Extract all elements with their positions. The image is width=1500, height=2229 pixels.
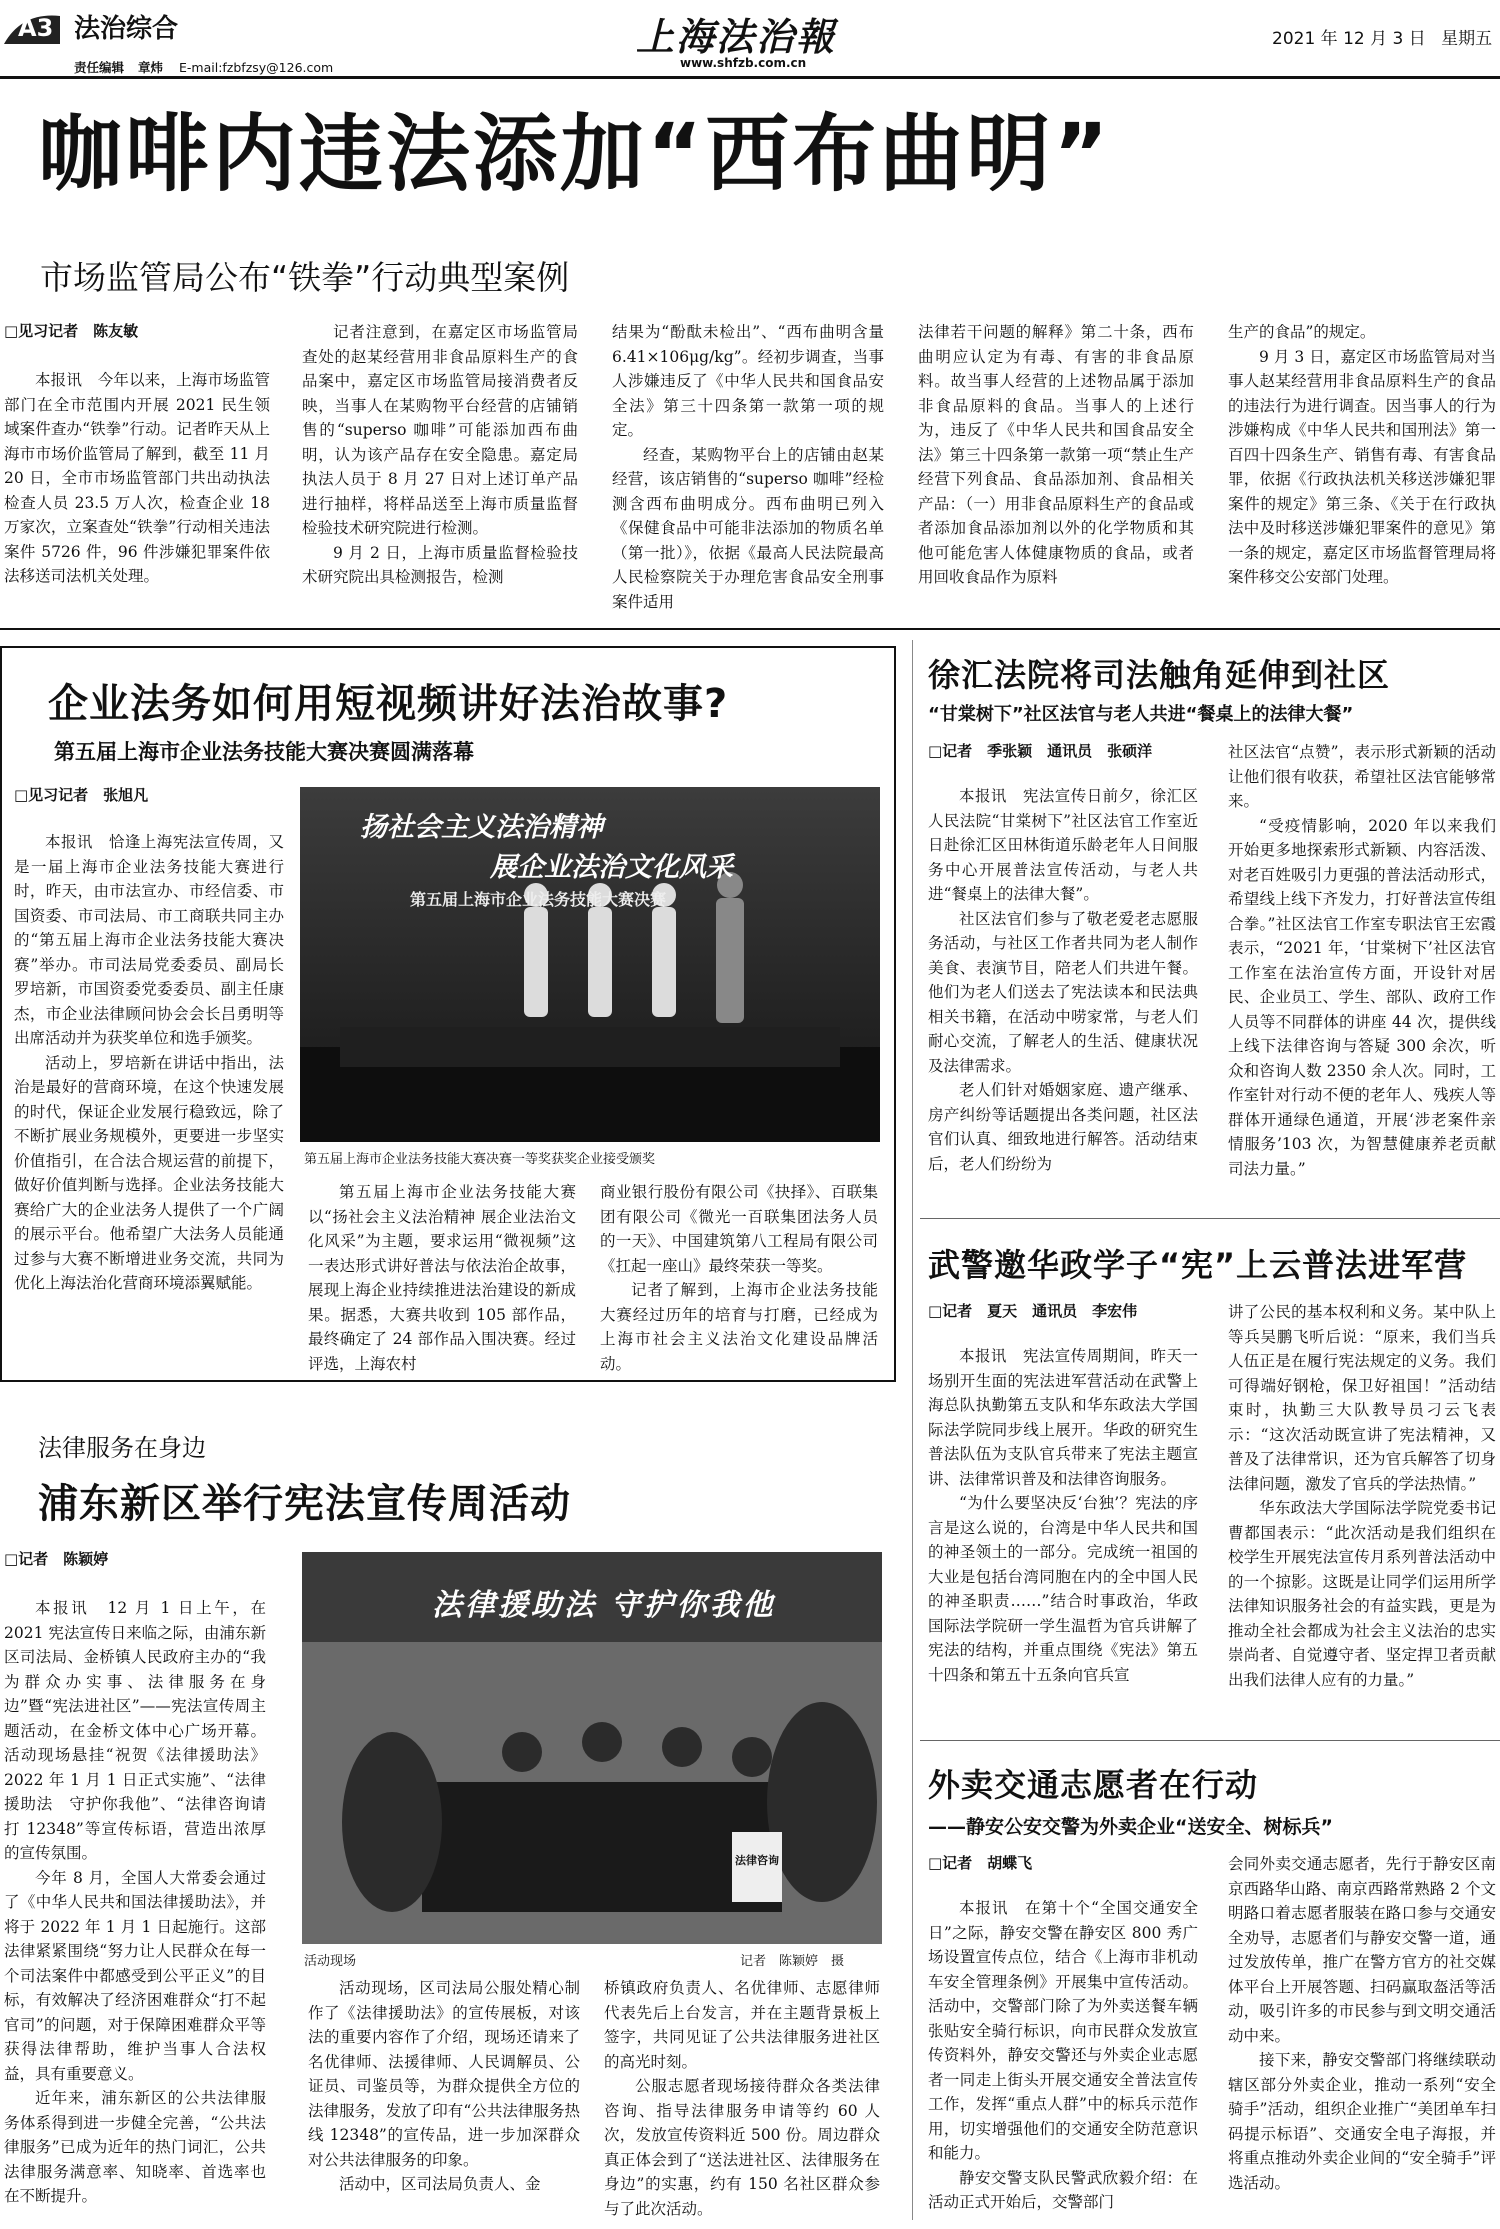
story2-byline: □见习记者 张旭凡 <box>14 786 149 804</box>
story1-byline: □见习记者 陈友敏 <box>4 322 139 340</box>
story2-col3 <box>600 1180 878 1376</box>
story4-subhead: “甘棠树下”社区法官与老人共进“餐桌上的法律大餐” <box>928 704 1354 725</box>
story1-bottom-rule <box>0 628 1500 630</box>
story4-col2 <box>1228 740 1496 1181</box>
story1-headline: 咖啡内违法添加“西布曲明” <box>38 105 1112 203</box>
story3-headline: 浦东新区举行宪法宣传周活动 <box>38 1481 571 1527</box>
story4-headline: 徐汇法院将司法触角延伸到社区 <box>928 656 1391 694</box>
story5-col2-para1: 讲了公民的基本权利和义务。某中队上等兵吴鹏飞听后说：“原来，我们当兵人伍正是在履行宪法规定的义务。我们可得端好钢枪，保卫好祖国！”活动结束时，执勤三大队教导员刁云飞表示：“这次活动既宣讲了宪法精神，又普及了法律常识，还为官兵解答了切身法律问题，激发了官兵的学法热情。” <box>1228 1303 1496 1493</box>
story4-col2-para1: 社区法官“点赞”，表示形式新颖的活动让他们很有收获，希望社区法官能够常来。 <box>1228 743 1496 810</box>
masthead: 上海法治報 <box>636 14 837 59</box>
story3-caption-right: 记者 陈颖婷 摄 <box>740 1954 845 1969</box>
editor-name: 章炜 <box>138 60 164 75</box>
story2-col3-para2: 记者了解到，上海市企业法务技能大赛经过历年的培育与打磨，已经成为上海市社会主义法治文化建设品牌活动。 <box>600 1281 878 1373</box>
story6-byline: □记者 胡蝶飞 <box>928 1854 1033 1872</box>
story4-col1 <box>928 784 1198 1176</box>
story2-photo <box>300 787 880 1142</box>
story6-subhead: ——静安公安交警为外卖企业“送安全、树标兵” <box>928 1816 1333 1838</box>
story3-col2 <box>308 1976 580 2197</box>
story3-caption-left: 活动现场 <box>304 1954 357 1969</box>
story5-col1-para2: “为什么要坚决反‘台独’？宪法的序言是这么说的，台湾是中华人民共和国的神圣领土的一部分。完成统一祖国的大业是包括台湾同胞在内的全中国人民的神圣职责……”结合时事政治，华政国际法学院研一学生温哲为官兵讲解了宪法的结构，并重点围绕《宪法》第五十四条和第五十五条向官兵宣 <box>928 1494 1198 1684</box>
story3-col2-para2: 活动中，区司法局负责人、金 <box>339 2175 541 2193</box>
story2-col1 <box>14 830 284 1296</box>
story2-subhead: 第五届上海市企业法务技能大赛决赛圆满落幕 <box>54 740 474 764</box>
story1-col5 <box>1228 320 1496 590</box>
story3-col1 <box>4 1596 266 2209</box>
story1-col3-para2: 经查，某购物平台上的店铺由赵某经营，该店销售的“superso 咖啡”经检测含西布曲明成分。西布曲明已列入《保健食品中可能非法添加的物质名单（第一批）》，依据《最高人民法院最高人民检察院关于办理危害食品安全刑事案件适用 <box>612 445 884 611</box>
story3-col3-para1: 桥镇政府负责人、名优律师、志愿律师代表先后上台发言，并在主题背景板上签字，共同见证了公共法律服务进社区的高光时刻。 <box>604 1979 880 2071</box>
story5-byline: □记者 夏天 通讯员 李宏伟 <box>928 1302 1138 1320</box>
story2-col1-para1: 本报讯 恰逢上海宪法宣传周，又是一届上海市企业法务技能大赛进行时，昨天，由市法宣办、市经信委、市国资委、市司法局、市工商联共同主办的“第五届上海市企业法务技能大赛决赛”举办。市司法局党委委员、副局长罗培新，市国资委党委委员、副主任康杰，市企业法律顾问协会会长吕勇明等出席活动并为获奖单位和选手颁奖。 <box>14 833 284 1047</box>
header-rule <box>0 76 1500 79</box>
section-title: 法治综合 <box>74 14 179 44</box>
story6-col1-para1: 本报讯 在第十个“全国交通安全日”之际，静安交警在静安区 800 秀广场设置宣传点位，结合《上海市非机动车安全管理条例》开展集中宣传活动。活动中，交警部门除了为外卖送餐车辆张贴安全骑行标识，向市民群众发放宣传资料外，静安交警还与外卖企业志愿者一同走上街头开展交通安全普法宣传工作，发挥“重点人群”中的标兵示范作用，切实增强他们的交通安全防范意识和能力。 <box>928 1899 1198 2162</box>
desk-sign: 法律咨询 <box>735 1854 779 1867</box>
photo-banner-line3: 第五届上海市企业法务技能大赛决赛 <box>410 890 667 909</box>
photo-banner-line2: 展企业法治文化风采 <box>490 852 733 883</box>
story5-headline: 武警邀华政学子“宪”上云普法进军营 <box>928 1246 1468 1284</box>
story6-col2-para2: 接下来，静安交警部门将继续联动辖区部分外卖企业，推动一系列“安全骑手”活动，组织企业推广“美团单车扫码提示标语”、交通安全电子海报，并将重点推动外卖企业间的“安全骑手”评选活动。 <box>1228 2051 1496 2192</box>
story1-subhead: 市场监管局公布“铁拳”行动典型案例 <box>40 258 570 297</box>
story4-col2-para2: “受疫情影响，2020 年以来我们开始更多地探索形式新颖、内容活泼、对老百姓吸引力更强的普法活动形式，希望线上线下齐发力，打好普法宣传组合拳。”社区法官工作室专职法官王宏霞表示，“2021 年，‘甘棠树下’社区法官工作室在法治宣传方面，开设针对居民、企业员工、学生、部队、政府工作人员等不同群体的讲座 44 次，提供线上线下法律咨询与答疑 300 余次，听众和咨询人数 2350 余人次。同时，工作室针对行动不便的老年人、残疾人等群体开通绿色通道，开展‘涉老案件亲情服务’103 次，为智慧健康养老贡献司法力量。” <box>1228 816 1496 1178</box>
story2-col3-para1: 商业银行股份有限公司《抉择》、百联集团有限公司《微光一百联集团法务人员的一天》、中国建筑第八工程局有限公司《扛起一座山》最终荣获一等奖。 <box>600 1183 878 1275</box>
page-number: A3 <box>18 14 54 42</box>
story4-byline: □记者 季张颖 通讯员 张硕洋 <box>928 742 1153 760</box>
story1-col3 <box>612 320 884 614</box>
weekday: 星期五 <box>1441 29 1493 49</box>
story3-col2-para1: 活动现场，区司法局公服处精心制作了《法律援助法》的宣传展板，对该法的重要内容作了介绍，现场还请来了名优律师、法援律师、人民调解员、公证员、司鉴员等，为群众提供全方位的法律服务，发放了印有“公共法律服务热线 12348”的宣传品，进一步加深群众对公共法律服务的印象。 <box>308 1979 580 2169</box>
story5-bottom-rule <box>920 1740 1500 1741</box>
story3-col1-para2: 今年 8 月，全国人大常委会通过了《中华人民共和国法律援助法》，并将于 2022 年 1 月 1 日起施行。这部法律紧紧围绕“努力让人民群众在每一个司法案件中都感受到公平正义”的目标，有效解决了经济困难群众“打不起官司”的问题，对于保障困难群众平等获得法律帮助，维护当事人合法权益，具有重要意义。 <box>4 1868 266 2083</box>
story4-col1-para1: 本报讯 宪法宣传日前夕，徐汇区人民法院“甘棠树下”社区法官工作室近日赴徐汇区田林街道乐龄老年人日间服务中心开展普法宣传活动，与老人共进“餐桌上的法律大餐”。 <box>928 787 1198 903</box>
story5-col1-para1: 本报讯 宪法宣传周期间，昨天一场别开生面的宪法进军营活动在武警上海总队执勤第五支队和华东政法大学国际法学院同步线上展开。华政的研究生普法队伍为支队官兵带来了宪法主题宣讲、法律常识普及和法律咨询服务。 <box>928 1347 1198 1488</box>
story3-photo <box>302 1552 882 1944</box>
story5-col2 <box>1228 1300 1496 1692</box>
story4-col1-para3: 老人们针对婚姻家庭、遗产继承、房产纠纷等话题提出各类问题，社区法官们认真、细致地进行解答。活动结束后，老人们纷纷为 <box>928 1081 1198 1173</box>
story3-byline: □记者 陈颖婷 <box>4 1550 109 1568</box>
page-badge <box>2 10 62 46</box>
story2-caption: 第五届上海市企业法务技能大赛决赛一等奖获奖企业接受颁奖 <box>304 1152 656 1167</box>
story3-col3-para2: 公服志愿者现场接待群众各类法律咨询、指导法律服务申请等约 60 人次，发放宣传资料近 500 份。周边群众真正体会到了“送法进社区、法律服务在身边”的实惠，约有 150 名社区群众参与了此次活动。 <box>604 2077 880 2218</box>
website: www.shfzb.com.cn <box>680 56 807 70</box>
story3-kicker: 法律服务在身边 <box>38 1434 206 1462</box>
photo-banner: 法律援助法 守护你我他 <box>432 1588 776 1623</box>
right-column-divider <box>912 640 913 2220</box>
story4-bottom-rule <box>920 1218 1500 1219</box>
story3-col1-para3: 近年来，浦东新区的公共法律服务体系得到进一步健全完善，“公共法律服务”已成为近年的热门词汇，公共法律服务满意率、知晓率、首选率也在不断提升。 <box>4 2089 266 2205</box>
editor-label: 责任编辑 <box>74 60 125 75</box>
story5-col1 <box>928 1344 1198 1687</box>
story1-col4 <box>918 320 1194 590</box>
story1-col2-para2: 9 月 2 日，上海市质量监督检验技术研究院出具检测报告，检测 <box>302 543 578 586</box>
story6-col2 <box>1228 1852 1496 2195</box>
story1-col4-para: 法律若干问题的解释》第二十条，西布曲明应认定为有毒、有害的非食品原料。故当事人经营的上述物品属于添加非食品原料的食品。当事人的上述行为，违反了《中华人民共和国食品安全法》第三十四条第一款第一项“禁止生产经营下列食品、食品添加剂、食品相关产品：（一）用非食品原料生产的食品或者添加食品添加剂以外的化学物质和其他可能危害人体健康物质的食品，或者用回收食品作为原料 <box>918 323 1194 586</box>
story1-col1 <box>4 368 270 589</box>
date: 2021 年 12 月 3 日 <box>1272 29 1426 49</box>
story2-col2-para: 第五届上海市企业法务技能大赛以“扬社会主义法治精神 展企业法治文化风采”为主题，要求运用“微视频”这一表达形式讲好普法与依法治企故事，展现上海企业持续推进法治建设的新成果。据悉，大赛共收到 105 部作品，最终确定了 24 部作品入围决赛。经过评选，上海农村 <box>308 1183 576 1373</box>
story2-col2 <box>308 1180 576 1376</box>
story6-headline: 外卖交通志愿者在行动 <box>928 1766 1259 1804</box>
story1-col5-para1: 生产的食品”的规定。 <box>1228 323 1376 341</box>
story3-col3 <box>604 1976 880 2221</box>
story1-col2 <box>302 320 578 590</box>
story1-col2-para1: 记者注意到，在嘉定区市场监管局查处的赵某经营用非食品原料生产的食品案中，嘉定区市场监管局接消费者反映，当事人在某购物平台经营的店铺销售的“superso 咖啡”可能添加西布曲明，认为该产品存在安全隐患。嘉定局执法人员于 8 月 27 日对上述订单产品进行抽样，将样品送至上海市质量监督检验技术研究院进行检测。 <box>302 323 578 537</box>
story1-col5-para2: 9 月 3 日，嘉定区市场监管局对当事人赵某经营用非食品原料生产的食品的违法行为进行调查。因当事人的行为涉嫌构成《中华人民共和国刑法》第一百四十四条生产、销售有毒、有害食品罪，依据《行政执法机关移送涉嫌犯罪案件的规定》第三条、《关于在行政执法中及时移送涉嫌犯罪案件的意见》第一条的规定，嘉定区市场监督管理局将案件移交公安部门处理。 <box>1228 347 1496 586</box>
story6-col2-para1: 会同外卖交通志愿者，先行于静安区南京西路华山路、南京西路常熟路 2 个文明路口着志愿者服装在路口参与交通安全劝导，志愿者们与静安交警一道，通过发放传单，推广在警方官方的社交媒体平台上开展答题、扫码赢取盔活等活动，吸引许多的市民参与到文明交通活动中来。 <box>1228 1855 1496 2045</box>
editor-email: E-mail:fzbfzsy@126.com <box>179 60 334 75</box>
photo-banner-line1: 扬社会主义法治精神 <box>360 812 603 843</box>
story2-col1-para2: 活动上，罗培新在讲话中指出，法治是最好的营商环境，在这个快速发展的时代，保证企业发展行稳致远，除了不断扩展业务规模外，更要进一步坚实价值指引，在合法合规运营的前提下，做好价值判断与选择。企业法务技能大赛给广大的企业法务人提供了一个广阔的展示平台。他希望广大法务人员能通过参与大赛不断增进业务交流，共同为优化上海法治化营商环境添翼赋能。 <box>14 1053 284 1292</box>
story1-col3-para1: 结果为“酚酞未检出”、“西布曲明含量 6.41×106μg/kg”。经初步调查，当事人涉嫌违反了《中华人民共和国食品安全法》第三十四条第一款第一项的规定。 <box>612 323 884 439</box>
editor-line <box>74 58 333 76</box>
story1-col1-para: 本报讯 今年以来，上海市场监管部门在全市范围内开展 2021 民生领域案件查办“铁拳”行动。记者昨天从上海市市场价监管局了解到，截至 11 月 20 日，全市市场监管部门共出动执法检查人员 23.5 万人次，检查企业 18 万家次，立案查处“铁拳”行动相关违法案件 5726 件，96 件涉嫌犯罪案件依法移送司法机关处理。 <box>4 371 270 585</box>
story2-headline: 企业法务如何用短视频讲好法治故事? <box>48 681 729 727</box>
story4-col1-para2: 社区法官们参与了敬老爱老志愿服务活动，与社区工作者共同为老人制作美食、表演节目，陪老人们共进午餐。他们为老人们送去了宪法读本和民法典相关书籍，在活动中唠家常，与老人们耐心交流，了解老人的生活、健康状况及法律需求。 <box>928 909 1198 1075</box>
issue-date <box>1272 24 1492 49</box>
story3-col1-para1: 本报讯 12 月 1 日上午，在 2021 宪法宣传日来临之际，由浦东新区司法局、金桥镇人民政府主办的“我为群众办实事、法律服务在身边”暨“宪法进社区”——宪法宣传周主题活动，在金桥文体中心广场开幕。活动现场悬挂“祝贺《法律援助法》2022 年 1 月 1 日正式实施”、“法律援助法 守护你我他”、“法律咨询请打 12348”等宣传标语，营造出浓厚的宣传氛围。 <box>4 1599 266 1862</box>
story6-col1-para2: 静安交警支队民警武欣毅介绍：在活动正式开始后，交警部门 <box>928 2168 1198 2211</box>
story5-col2-para2: 华东政法大学国际法学院党委书记曹都国表示：“此次活动是我们组织在校学生开展宪法宣传月系列普法活动中的一个掠影。这既是让同学们运用所学法律知识服务社会的有益实践，更是为推动全社会都成为社会主义法治的忠实崇尚者、自觉遵守者、坚定捍卫者贡献出我们法律人应有的力量。” <box>1228 1499 1496 1689</box>
story6-col1 <box>928 1896 1198 2215</box>
